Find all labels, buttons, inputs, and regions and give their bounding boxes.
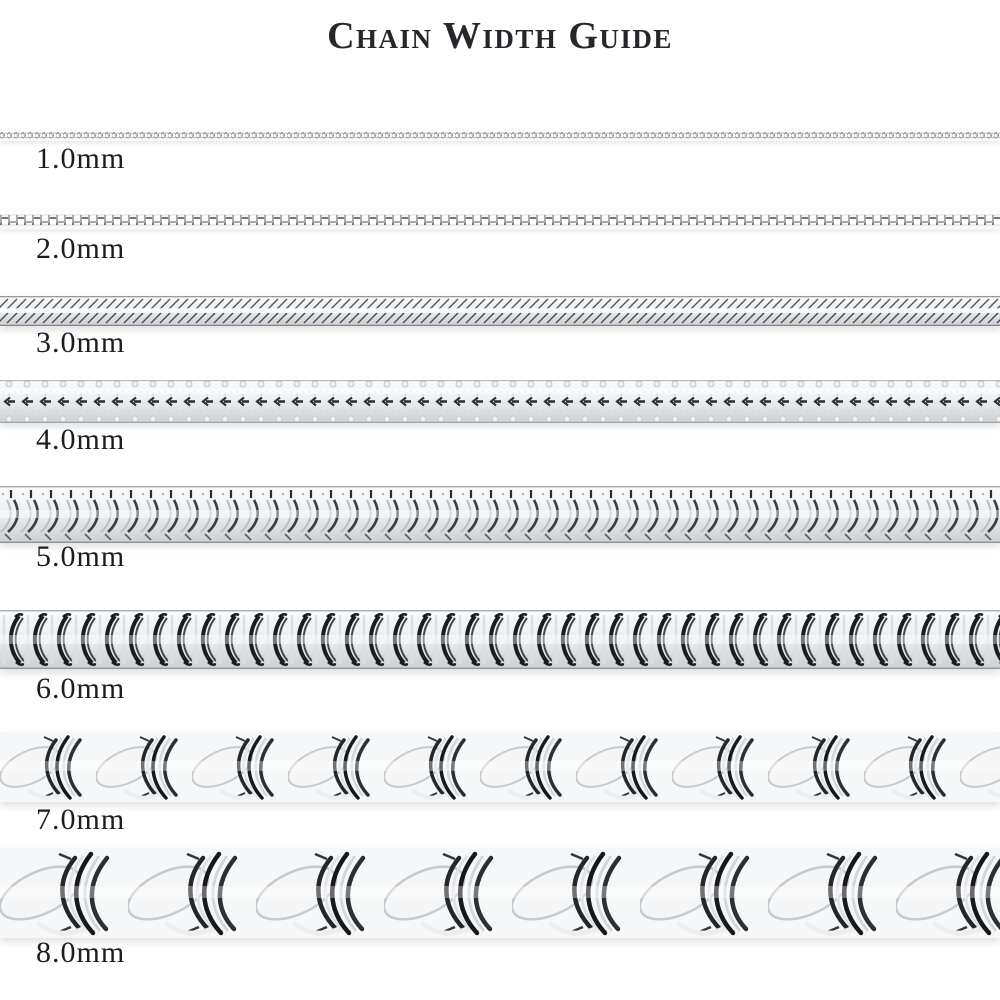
chain-size-label-7: 7.0mm — [36, 803, 126, 836]
chain-photo-6-0mm — [0, 610, 1000, 669]
chain-photo-5-0mm — [0, 486, 1000, 543]
chain-size-label-6: 6.0mm — [36, 672, 126, 705]
chain-photo-2-0mm — [0, 211, 1000, 229]
page-title: Chain Width Guide — [327, 15, 673, 57]
chain-photo-7-0mm — [0, 732, 1000, 802]
chain-size-label-3: 3.0mm — [36, 326, 126, 359]
chain-size-label-8: 8.0mm — [36, 936, 126, 969]
chain-photo-1-0mm — [0, 130, 1000, 141]
chain-photo-4-0mm — [0, 380, 1000, 423]
chain-size-label-2: 2.0mm — [36, 232, 126, 265]
chain-photo-3-0mm — [0, 296, 1000, 326]
chain-size-label-1: 1.0mm — [36, 142, 126, 175]
chain-size-label-4: 4.0mm — [36, 423, 126, 456]
chain-photo-8-0mm — [0, 848, 1000, 938]
chain-size-label-5: 5.0mm — [36, 540, 126, 573]
